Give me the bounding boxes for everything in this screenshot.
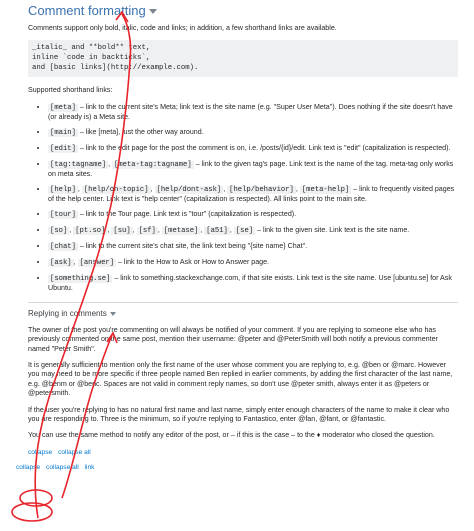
shorthand-item <box>48 103 458 123</box>
shorthand-list <box>28 103 458 294</box>
comment-help-panel <box>16 3 458 472</box>
collapse-link[interactable]: collapse <box>28 448 53 456</box>
inner-links <box>28 448 458 457</box>
shorthand-item <box>48 128 458 138</box>
shorthand-code: [help] <box>50 186 76 195</box>
shorthand-code: [tag:tagname] <box>50 160 107 169</box>
shorthand-item: • [help] , [help/on-topic] , [help/dont-ask] , [help/behavior] , [meta-help] – link to frequently visited pages of the help center. Link text is "help center" (capitalization is respected). All links point to the main site. <box>48 185 458 205</box>
replying-paragraph-3: If the user you're replying to has no natural first name and last name, simply enter enough characters of the name to make it clear who you are responding to. Three is the minimum, so if you're replying to Fantastico, enter @fan, @fant, or @fantastic. <box>28 405 450 424</box>
shorthand-code: [se] <box>235 227 254 236</box>
shorthand-description: – link to the Tour page. Link text is "tour" (capitalization is respected). <box>77 210 297 219</box>
shorthand-code: [su] <box>113 227 131 236</box>
section-title[interactable] <box>28 3 458 19</box>
replying-title-text: Replying in comments <box>28 308 107 318</box>
collapse-all-link[interactable]: collapse all <box>58 448 91 456</box>
shorthand-code: [something.se] <box>50 274 111 283</box>
chevron-down-icon[interactable] <box>110 312 116 316</box>
shorthand-description: – link to the current site's chat site, the link text being "{site name} Chat". <box>77 242 308 251</box>
shorthand-description: – link to the given tag's page. Link text is the name of the tag. meta-tag only works on meta sites. <box>48 159 454 179</box>
annotation-circle <box>20 490 52 506</box>
shorthand-code: [main] <box>50 128 76 137</box>
chevron-down-icon[interactable] <box>149 9 157 14</box>
shorthand-item <box>48 144 458 154</box>
shorthand-item: • [so] , [pt.so] , [su] , [sf] , [metase] , [a51] , [se] – link to the given site. Link text is the site name. <box>48 226 458 236</box>
divider <box>28 302 458 303</box>
shorthand-code: [meta-help] <box>301 186 350 195</box>
shorthand-code: [meta] <box>50 103 76 112</box>
shorthand-code: [answer] <box>79 259 115 268</box>
shorthand-item <box>48 242 458 252</box>
permalink[interactable]: link <box>84 463 95 471</box>
shorthand-code: [ask] <box>50 259 72 268</box>
shorthand-item <box>48 210 458 220</box>
shorthand-code: [metase] <box>163 227 199 236</box>
shorthand-description: – link to the given site. Link text is the site name. <box>255 226 410 235</box>
collapse-all-link[interactable]: collapse all <box>46 463 79 471</box>
shorthand-code: [chat] <box>50 243 76 252</box>
shorthand-code: [so] <box>50 227 68 236</box>
shorthand-code: [help/behavior] <box>229 186 294 195</box>
shorthand-code: [edit] <box>50 144 76 153</box>
shorthand-description: – link to the How to Ask or How to Answer page. <box>116 258 270 267</box>
shorthand-code: [a51] <box>206 227 228 236</box>
shorthand-code: [meta-tag:tagname] <box>114 160 192 169</box>
annotation-circle <box>12 503 52 521</box>
replying-paragraph-4: You can use the same method to notify any editor of the post, or – if this is the case – to the ♦ moderator who closed the question. <box>28 431 435 440</box>
collapse-link[interactable]: collapse <box>16 463 41 471</box>
shorthand-description: – link to frequently visited pages of the help center. Link text is "help center" (capitalization is respected). All links point to the main site. <box>48 185 455 204</box>
section-title-text: Comment formatting <box>28 3 146 18</box>
replying-paragraph-1: The owner of the post you're commenting on will always be notified of your comment. If you are replying to someone else who has previously commented on the same post, mention their username: @peter and @PeterSmith will both notify a previous commenter named "Peter Smith". <box>28 325 438 353</box>
replying-title[interactable] <box>28 309 458 319</box>
shorthand-code: [tour] <box>50 211 76 220</box>
replying-paragraph-2: It is generally sufficient to mention only the first name of the user whose comment you are replying to, e.g. @ben or @marc. However you may need to be more specific if three people named Ben replied in earlier comments, by adding the first character of the last name, e.g. @benm or @benc. Spaces are not valid in comment reply names, so don't use @peter smith, always enter it as @peters or @petersmith. <box>28 361 453 398</box>
outer-links <box>16 463 458 472</box>
shorthand-code: [help/dont-ask] <box>156 186 222 195</box>
intro-text: Comments support only bold, italic, code and links; in addition, a few shorthand links are available. <box>28 24 337 32</box>
code-line: inline `code in backticks`, <box>32 54 151 62</box>
shorthand-code: [help/on-topic] <box>83 186 149 195</box>
code-example <box>28 40 458 77</box>
shorthand-code: [pt.so] <box>75 227 106 236</box>
shorthand-item <box>48 274 458 294</box>
shorthand-description: – link to something.stackexchange.com, if that site exists. Link text is the site name. Use [ubuntu.se] for Ask Ubuntu. <box>48 273 452 293</box>
shorthand-description: – link to the current site's Meta; link text is the site name (e.g. "Super User Meta"). Does nothing if the site doesn't have (or already is) a Meta site. <box>48 102 453 121</box>
shorthand-item: • [tag:tagname] , [meta-tag:tagname] – link to the given tag's page. Link text is the name of the tag. meta-tag only works on meta sites. <box>48 160 458 180</box>
shorthand-description: – link to the edit page for the post the comment is on, i.e. /posts/{id}/edit. Link text is "edit" (capitalization is respected). <box>77 143 451 152</box>
shorthand-item: • [ask] , [answer] – link to the How to Ask or How to Answer page. <box>48 258 458 268</box>
shorthand-description: – like [meta], just the other way around. <box>77 127 204 136</box>
shorthand-heading: Supported shorthand links: <box>28 86 113 95</box>
code-line: and [basic links](http://example.com). <box>32 63 199 72</box>
code-line: _italic_ and **bold** text, <box>32 44 151 53</box>
shorthand-code: [sf] <box>138 227 156 236</box>
